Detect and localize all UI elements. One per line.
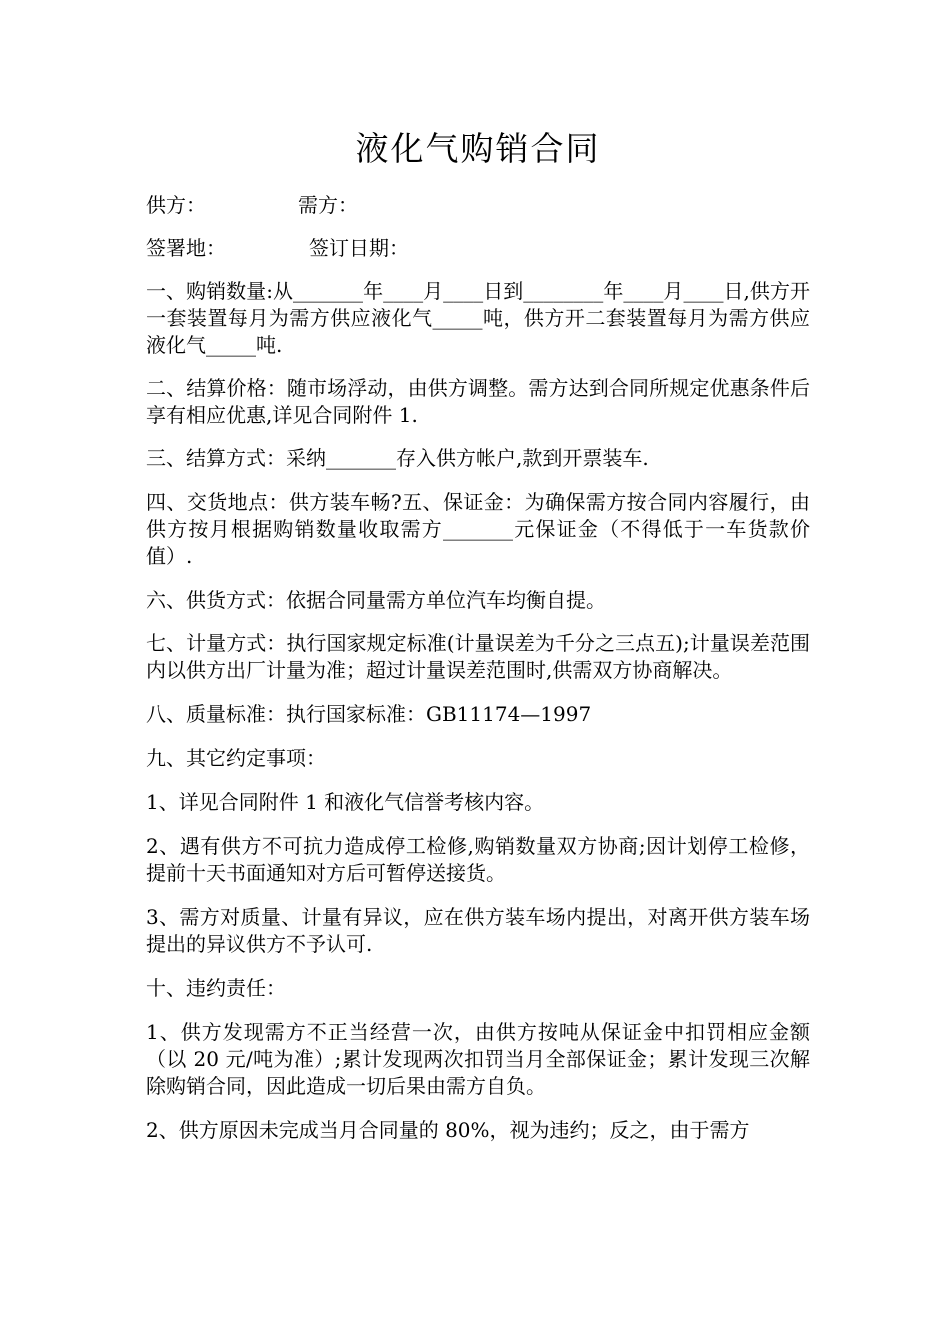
signing-row — [146, 235, 810, 262]
clause-2-price: 二、结算价格：随市场浮动，由供方调整。需方达到合同所规定优惠条件后享有相应优惠,详见合同附件 1. — [146, 376, 810, 427]
contract-page — [146, 0, 810, 1144]
parties-row — [146, 192, 810, 219]
buyer-label: 需方： — [298, 193, 358, 217]
supplier-label: 供方： — [146, 193, 206, 217]
clause-10-heading: 十、违约责任： — [146, 976, 286, 1000]
clause-9-item-2: 2、遇有供方不可抗力造成停工检修,购销数量双方协商;因计划停工检修，提前十天书面通知对方后可暂停送接货。 — [146, 834, 810, 885]
clause-9-item-1: 1、详见合同附件 1 和液化气信誉考核内容。 — [146, 790, 545, 814]
sign-place-label: 签署地： — [146, 236, 226, 260]
clause-4-delivery-deposit: 四、交货地点：供方装车畅?五、保证金：为确保需方按合同内容履行，由供方按月根据购销数量收取需方_______元保证金（不得低于一车货款价值）. — [146, 490, 810, 568]
clause-9-item-3: 3、需方对质量、计量有异议，应在供方装车场内提出，对离开供方装车场提出的异议供方不予认可. — [146, 905, 810, 956]
clause-1-quantity: 一、购销数量:从_______年____月____日到________年____月____日,供方开一套装置每月为需方供应液化气_____吨，供方开二套装置每月为需方供应液化气_____吨. — [146, 279, 810, 357]
clause-9-heading: 九、其它约定事项： — [146, 746, 326, 770]
clause-6-supply: 六、供货方式：依据合同量需方单位汽车均衡自提。 — [146, 588, 606, 612]
sign-date-label: 签订日期： — [309, 236, 409, 260]
clause-3-payment: 三、结算方式：采纳_______存入供方帐户,款到开票装车. — [146, 446, 649, 470]
contract-title: 液化气购销合同 — [355, 129, 601, 168]
clause-10-item-2: 2、供方原因未完成当月合同量的 80%，视为违约；反之，由于需方 — [146, 1118, 750, 1142]
clause-7-measurement: 七、计量方式：执行国家规定标准(计量误差为千分之三点五);计量误差范围内以供方出厂计量为准；超过计量误差范围时,供需双方协商解决。 — [146, 631, 810, 682]
clause-8-quality: 八、质量标准：执行国家标准：GB11174—1997 — [146, 702, 592, 726]
clause-10-item-1: 1、供方发现需方不正当经营一次，由供方按吨从保证金中扣罚相应金额（以 20 元/吨为准）;累计发现两次扣罚当月全部保证金；累计发现三次解除购销合同，因此造成一切后果由需方自负。 — [146, 1020, 810, 1098]
